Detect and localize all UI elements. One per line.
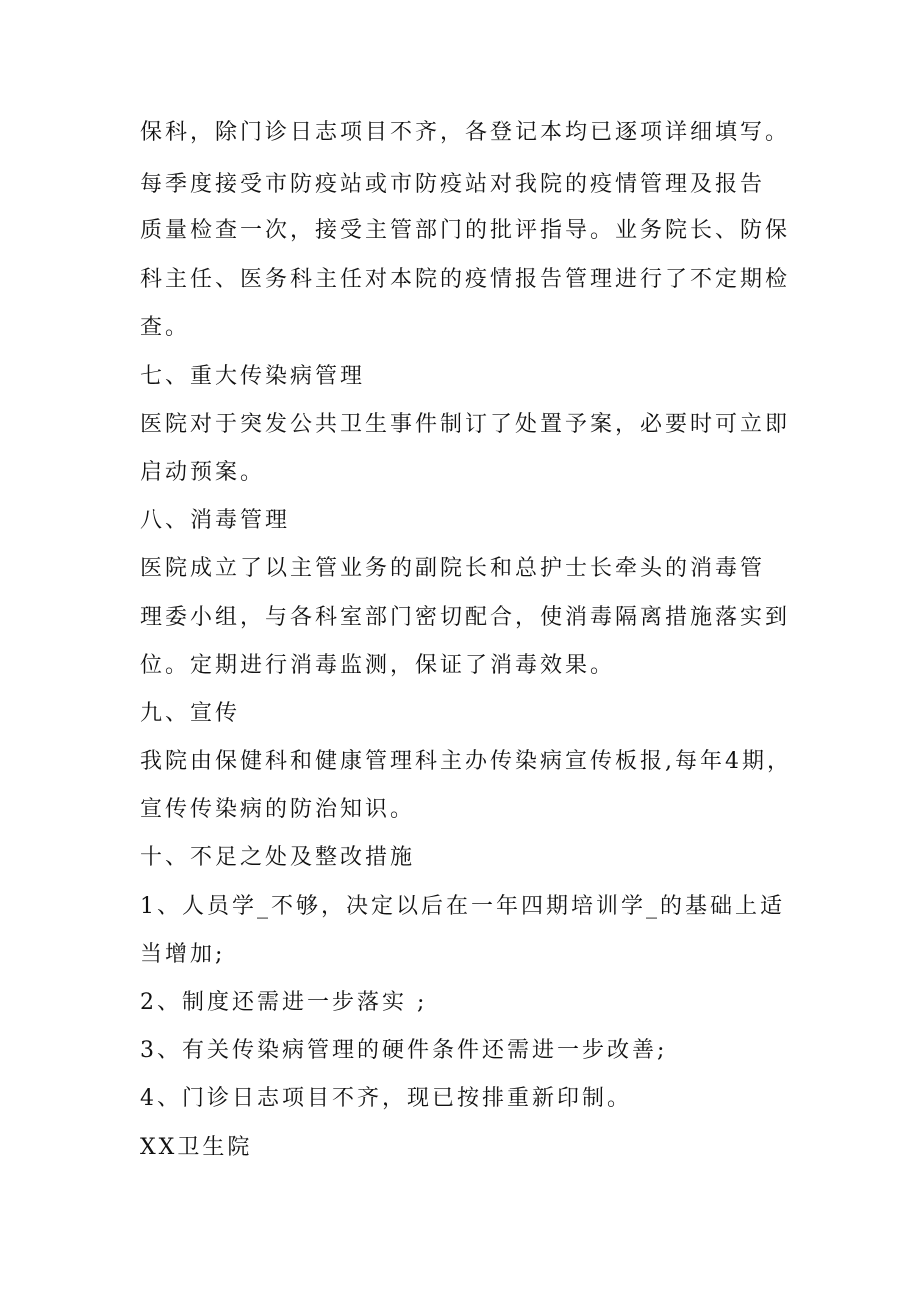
text-line: 每季度接受市防疫站或市防疫站对我院的疫情管理及报告 xyxy=(140,172,766,197)
text-line: 科主任、医务科主任对本院的疫情报告管理进行了不定期检 xyxy=(140,267,791,292)
text-line: 位。定期进行消毒监测，保证了消毒效果。 xyxy=(140,653,616,678)
list-item: 2、制度还需进一步落实 ; xyxy=(140,990,428,1015)
text-line: 启动预案。 xyxy=(140,460,266,485)
text-line: 查。 xyxy=(140,315,191,340)
text-line: 宣传传染病的防治知识。 xyxy=(140,797,416,822)
list-item: 1、人员学_不够，决定以后在一年四期培训学_的基础上适 xyxy=(140,894,785,919)
section-heading: 十、不足之处及整改措施 xyxy=(140,845,416,870)
list-item: 4、门诊日志项目不齐，现已按排重新印制。 xyxy=(140,1086,632,1111)
section-heading: 九、宣传 xyxy=(140,701,241,726)
section-heading: 七、重大传染病管理 xyxy=(140,364,366,389)
text-line: 医院对于突发公共卫生事件制订了处置予案，必要时可立即 xyxy=(140,412,791,437)
section-heading: 八、消毒管理 xyxy=(140,508,291,533)
text-line: 保科，除门诊日志项目不齐，各登记本均已逐项详细填写。 xyxy=(140,120,791,145)
list-item: 3、有关传染病管理的硬件条件还需进一步改善; xyxy=(140,1038,668,1063)
text-line: 质量检查一次，接受主管部门的批评指导。业务院长、防保 xyxy=(140,218,791,243)
text-line: 医院成立了以主管业务的副院长和总护士长牵头的消毒管 xyxy=(140,556,766,581)
signature-line: XX卫生院 xyxy=(140,1135,253,1160)
text-line: 理委小组，与各科室部门密切配合，使消毒隔离措施落实到 xyxy=(140,605,791,630)
text-line: 我院由保健科和健康管理科主办传染病宣传板报,每年4期， xyxy=(140,749,792,774)
text-line: 当增加; xyxy=(140,942,226,967)
